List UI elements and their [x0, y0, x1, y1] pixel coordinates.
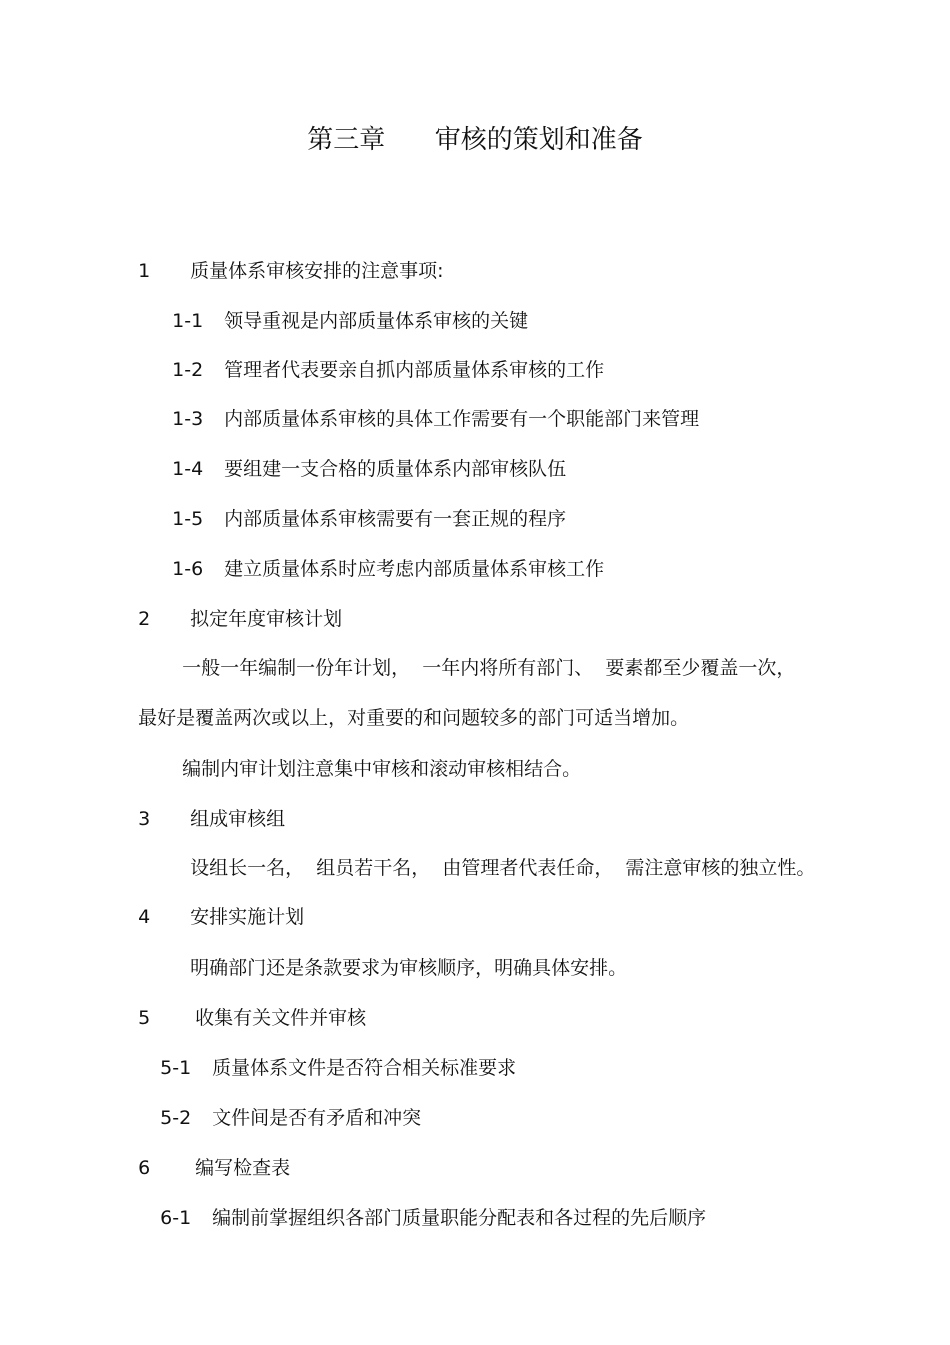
section-number: 5 [138, 1007, 151, 1029]
subsection-number: 1-3 [172, 408, 204, 430]
subsection-6-1 [136, 1179, 706, 1257]
subsection-number: 1-4 [172, 458, 204, 480]
subsection-text: 管理者代表要亲自抓内部质量体系审核的工作 [224, 359, 605, 381]
section-text: 拟定年度审核计划 [190, 608, 343, 630]
section-text: 收集有关文件并审核 [195, 1007, 367, 1029]
subsection-text: 文件间是否有矛盾和冲突 [212, 1107, 422, 1129]
chapter-name: 审核的策划和准备 [434, 125, 643, 155]
paragraph-text: 最好是覆盖两次或以上，对重要的和问题较多的部门可适当增加。 [138, 707, 690, 729]
subsection-number: 5-2 [160, 1107, 192, 1129]
paragraph-text: 明确部门还是条款要求为审核顺序，明确具体安排。 [190, 957, 628, 979]
section-number: 2 [138, 608, 151, 630]
subsection-text: 要组建一支合格的质量体系内部审核队伍 [224, 458, 567, 480]
subsection-text: 质量体系文件是否符合相关标准要求 [212, 1057, 517, 1079]
subsection-number: 1-6 [172, 558, 204, 580]
paragraph-text: 设组长一名， 组员若干名， 由管理者代表任命， 需注意审核的独立性。 [190, 857, 816, 879]
subsection-text: 领导重视是内部质量体系审核的关键 [224, 310, 529, 332]
chapter-title [0, 122, 950, 158]
subsection-number: 5-1 [160, 1057, 192, 1079]
subsection-number: 1-2 [172, 359, 204, 381]
section-number: 6 [138, 1157, 151, 1179]
section-text: 安排实施计划 [190, 906, 305, 928]
section-text: 组成审核组 [190, 808, 286, 830]
subsection-number: 1-5 [172, 508, 204, 530]
section-number: 1 [138, 260, 151, 282]
section-text: 质量体系审核安排的注意事项: [190, 260, 444, 282]
section-number: 3 [138, 808, 151, 830]
subsection-number: 6-1 [160, 1207, 192, 1229]
paragraph-text: 一般一年编制一份年计划， 一年内将所有部门、 要素都至少覆盖一次， [182, 657, 796, 679]
subsection-text: 内部质量体系审核的具体工作需要有一个职能部门来管理 [224, 408, 700, 430]
section-number: 4 [138, 906, 151, 928]
chapter-number: 第三章 [307, 125, 386, 155]
subsection-number: 1-1 [172, 310, 204, 332]
subsection-text: 内部质量体系审核需要有一套正规的程序 [224, 508, 567, 530]
paragraph-text: 编制内审计划注意集中审核和滚动审核相结合。 [182, 758, 582, 780]
section-text: 编写检查表 [195, 1157, 291, 1179]
subsection-text: 建立质量体系时应考虑内部质量体系审核工作 [224, 558, 605, 580]
subsection-text: 编制前掌握组织各部门质量职能分配表和各过程的先后顺序 [212, 1207, 707, 1229]
